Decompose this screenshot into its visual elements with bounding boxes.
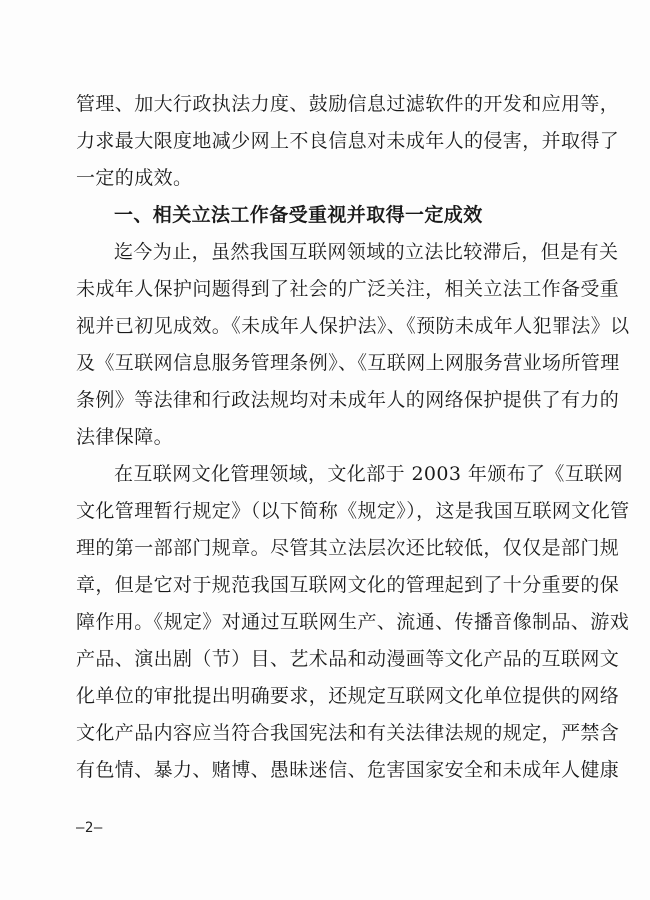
paragraph-3-line-4: 章，但是它对于规范我国互联网文化的管理起到了十分重要的保 bbox=[76, 574, 620, 596]
paragraph-2-line-4: 及《互联网信息服务管理条例》、《互联网上网服务营业场所管理 bbox=[76, 352, 620, 374]
section-heading: 一、相关立法工作备受重视并取得一定成效 bbox=[114, 204, 483, 226]
page-number: —2— bbox=[76, 820, 103, 836]
paragraph-2-line-3: 视并已初见成效。《未成年人保护法》、《预防未成年人犯罪法》以 bbox=[76, 315, 630, 337]
paragraph-2-line-1: 迄今为止，虽然我国互联网领域的立法比较滞后，但是有关 bbox=[114, 241, 619, 263]
paragraph-2-line-2: 未成年人保护问题得到了社会的广泛关注，相关立法工作备受重 bbox=[76, 278, 620, 300]
paragraph-3-line-7: 化单位的审批提出明确要求，还规定互联网文化单位提供的网络 bbox=[76, 685, 620, 707]
paragraph-3-line-6: 产品、演出剧（节）目、艺术品和动漫画等文化产品的互联网文 bbox=[76, 648, 620, 670]
paragraph-1-line-1: 管理、加大行政执法力度、鼓励信息过滤软件的开发和应用等， bbox=[76, 93, 620, 115]
paragraph-3-line-8: 文化产品内容应当符合我国宪法和有关法律法规的规定，严禁含 bbox=[76, 722, 620, 744]
paragraph-3-line-3: 理的第一部部门规章。尽管其立法层次还比较低，仅仅是部门规 bbox=[76, 537, 620, 559]
document-body bbox=[76, 86, 630, 789]
paragraph-3-line-1: 在互联网文化管理领域，文化部于 2003 年颁布了《互联网 bbox=[114, 463, 624, 485]
paragraph-3-line-2: 文化管理暂行规定》（以下简称《规定》），这是我国互联网文化管 bbox=[76, 500, 630, 522]
paragraph-1-line-3: 一定的成效。 bbox=[76, 167, 193, 189]
paragraph-1-line-2: 力求最大限度地减少网上不良信息对未成年人的侵害，并取得了 bbox=[76, 130, 620, 152]
paragraph-3-line-9: 有色情、暴力、赌博、愚昧迷信、危害国家安全和未成年人健康 bbox=[76, 759, 620, 781]
paragraph-3-line-5: 障作用。《规定》对通过互联网生产、流通、传播音像制品、游戏 bbox=[76, 611, 630, 633]
paragraph-2-line-5: 条例》等法律和行政法规均对未成年人的网络保护提供了有力的 bbox=[76, 389, 620, 411]
paragraph-2-line-6: 法律保障。 bbox=[76, 426, 174, 448]
